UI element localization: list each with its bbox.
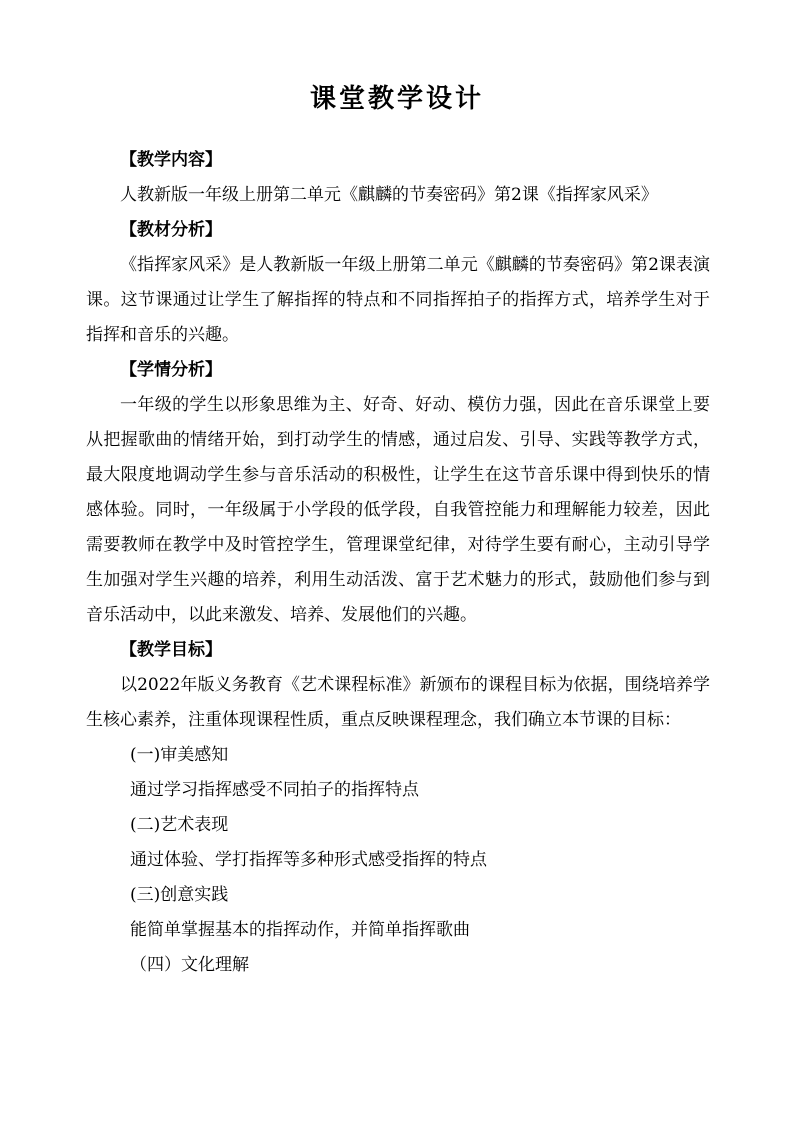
section-text-goal: 以2022年版义务教育《艺术课程标准》新颁布的课程目标为依据，围绕培养学生核心素养，注重体现课程性质，重点反映课程理念，我们确立本节课的目标： [86, 675, 710, 730]
goal-3-text: 能简单掌握基本的指挥动作，并简单指挥歌曲 [130, 920, 470, 940]
goal-2-title: (二)艺术表现 [130, 815, 229, 835]
section-heading-material: 【教材分析】 [120, 220, 222, 240]
goal-4-title: （四）文化理解 [130, 955, 249, 975]
goal-1-text: 通过学习指挥感受不同拍子的指挥特点 [130, 780, 419, 800]
document-title: 课堂教学设计 [309, 84, 484, 114]
goal-2-text: 通过体验、学打指挥等多种形式感受指挥的特点 [130, 850, 487, 870]
document-body [86, 143, 710, 983]
section-text-student: 一年级的学生以形象思维为主、好奇、好动、模仿力强，因此在音乐课堂上要从把握歌曲的情绪开始，到打动学生的情感，通过启发、引导、实践等教学方式，最大限度地调动学生参与音乐活动的积极性，让学生在这节音乐课中得到快乐的情感体验。同时，一年级属于小学段的低学段，自我管控能力和理解能力较差，因此需要教师在教学中及时管控学生，管理课堂纪律，对待学生要有耐心，主动引导学生加强对学生兴趣的培养，利用生动活泼、富于艺术魅力的形式，鼓励他们参与到音乐活动中，以此来激发、培养、发展他们的兴趣。 [86, 395, 710, 625]
section-text-content: 人教新版一年级上册第二单元《麒麟的节奏密码》第2课《指挥家风采》 [120, 185, 658, 205]
section-heading-content: 【教学内容】 [120, 150, 222, 170]
section-heading-goal: 【教学目标】 [120, 640, 222, 660]
goal-3-title: (三)创意实践 [130, 885, 229, 905]
section-text-material: 《指挥家风采》是人教新版一年级上册第二单元《麒麟的节奏密码》第2课表演课。这节课通过让学生了解指挥的特点和不同指挥拍子的指挥方式，培养学生对于指挥和音乐的兴趣。 [86, 255, 710, 345]
goal-1-title: (一)审美感知 [130, 745, 229, 765]
section-heading-student: 【学情分析】 [120, 360, 222, 380]
